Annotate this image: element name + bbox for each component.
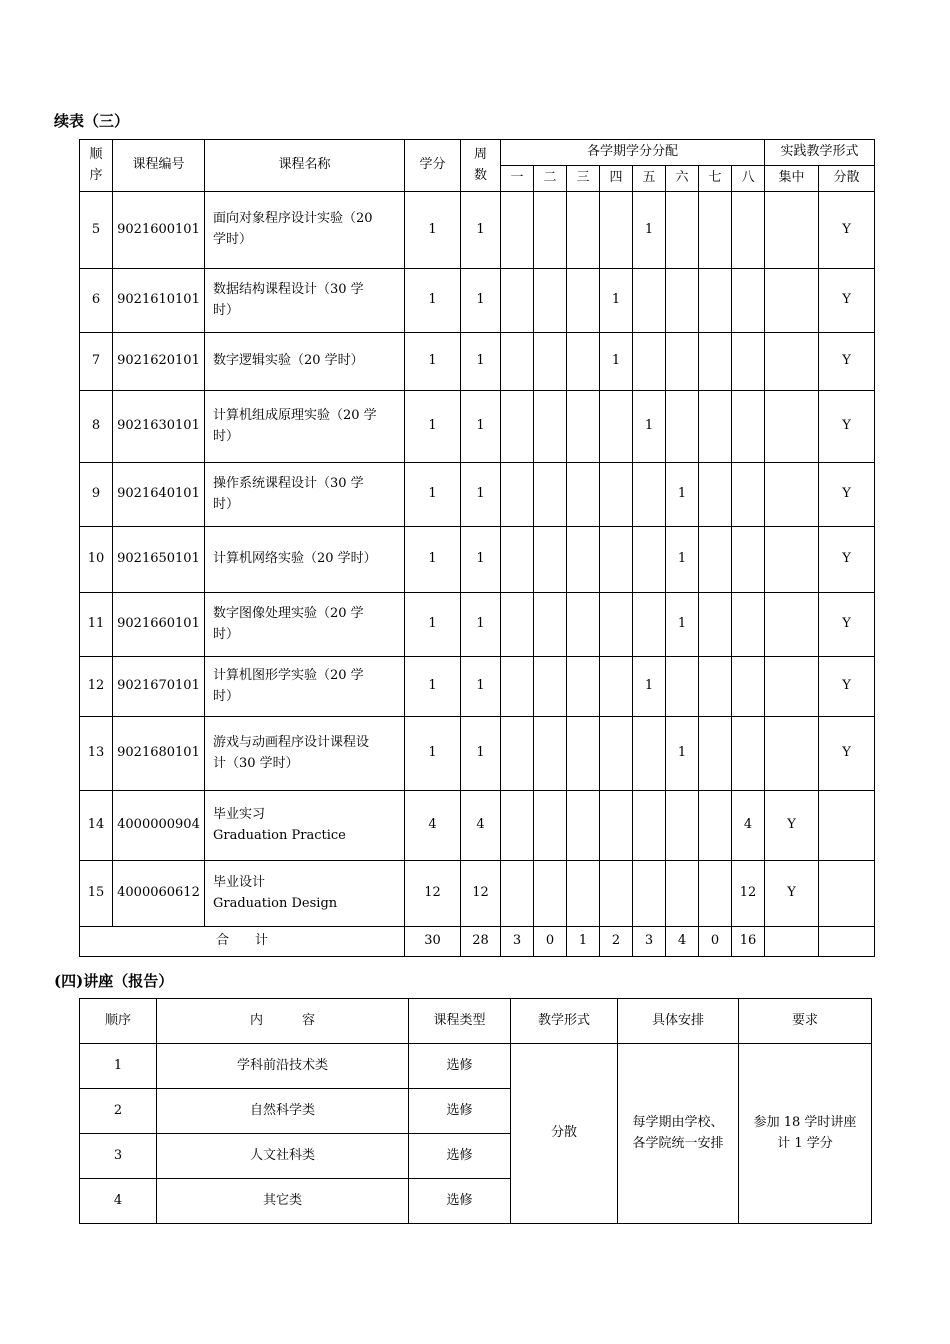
semester-credit <box>633 791 666 861</box>
semester-credit <box>567 269 600 333</box>
semester-credit <box>501 391 534 463</box>
course-weeks: 1 <box>461 717 501 791</box>
lecture-header-arrangement: 具体安排 <box>618 999 739 1044</box>
semester-credit <box>600 192 633 269</box>
course-credit: 1 <box>405 463 461 527</box>
course-seq: 13 <box>80 717 113 791</box>
semester-credit <box>501 269 534 333</box>
total-semester-credit: 0 <box>534 927 567 957</box>
semester-credit <box>666 192 699 269</box>
header-semester-8: 八 <box>732 166 765 192</box>
lecture-seq: 3 <box>80 1134 157 1179</box>
course-weeks: 1 <box>461 463 501 527</box>
semester-credit <box>732 391 765 463</box>
header-semester-3: 三 <box>567 166 600 192</box>
course-weeks: 1 <box>461 391 501 463</box>
semester-credit <box>600 463 633 527</box>
semester-credit <box>732 269 765 333</box>
header-semester-5: 五 <box>633 166 666 192</box>
lecture-header-requirement: 要求 <box>739 999 872 1044</box>
lecture-header-seq: 顺序 <box>80 999 157 1044</box>
total-label: 合 计 <box>80 927 405 957</box>
header-semester-2: 二 <box>534 166 567 192</box>
practice-focused: Y <box>765 791 819 861</box>
header-semester-7: 七 <box>699 166 732 192</box>
semester-credit <box>567 463 600 527</box>
semester-credit <box>501 593 534 657</box>
header-semester-6: 六 <box>666 166 699 192</box>
semester-credit <box>732 717 765 791</box>
semester-credit <box>534 657 567 717</box>
table-row <box>80 791 875 861</box>
practice-distributed: Y <box>819 657 875 717</box>
course-credit: 1 <box>405 269 461 333</box>
semester-credit <box>534 717 567 791</box>
header-code: 课程编号 <box>113 140 205 192</box>
lecture-content: 人文社科类 <box>157 1134 409 1179</box>
practice-distributed <box>819 861 875 927</box>
semester-credit: 1 <box>633 192 666 269</box>
semester-credit: 4 <box>732 791 765 861</box>
semester-credit: 1 <box>600 269 633 333</box>
header-focused: 集中 <box>765 166 819 192</box>
lecture-type: 选修 <box>409 1044 511 1089</box>
practice-focused <box>765 657 819 717</box>
table-row <box>80 717 875 791</box>
semester-credit <box>699 269 732 333</box>
semester-credit <box>567 333 600 391</box>
semester-credit <box>699 527 732 593</box>
practice-focused <box>765 593 819 657</box>
course-credit: 1 <box>405 527 461 593</box>
practice-focused <box>765 463 819 527</box>
semester-credit: 1 <box>666 593 699 657</box>
practice-focused <box>765 333 819 391</box>
semester-credit <box>732 333 765 391</box>
course-seq: 8 <box>80 391 113 463</box>
semester-credit <box>699 391 732 463</box>
semester-credit <box>600 593 633 657</box>
semester-credit <box>534 861 567 927</box>
course-weeks: 1 <box>461 527 501 593</box>
semester-credit <box>699 657 732 717</box>
semester-credit <box>633 269 666 333</box>
total-semester-credit: 3 <box>501 927 534 957</box>
semester-credit <box>666 391 699 463</box>
course-name: 数字图像处理实验（20 学 时） <box>205 593 405 657</box>
semester-credit <box>699 192 732 269</box>
course-code: 9021620101 <box>113 333 205 391</box>
semester-credit <box>600 717 633 791</box>
course-weeks: 1 <box>461 269 501 333</box>
practice-focused <box>765 527 819 593</box>
lecture-seq: 2 <box>80 1089 157 1134</box>
semester-credit <box>633 463 666 527</box>
semester-credit <box>666 269 699 333</box>
header-semester-group: 各学期学分分配 <box>501 140 765 166</box>
course-name: 计算机图形学实验（20 学 时） <box>205 657 405 717</box>
total-distributed <box>819 927 875 957</box>
practice-distributed: Y <box>819 717 875 791</box>
practice-focused <box>765 269 819 333</box>
practice-distributed: Y <box>819 333 875 391</box>
semester-credit <box>732 527 765 593</box>
semester-credit <box>534 527 567 593</box>
lecture-header-type: 课程类型 <box>409 999 511 1044</box>
course-name: 面向对象程序设计实验（20 学时） <box>205 192 405 269</box>
semester-credit <box>600 391 633 463</box>
semester-credit <box>699 717 732 791</box>
semester-credit <box>600 791 633 861</box>
practice-focused <box>765 391 819 463</box>
course-seq: 7 <box>80 333 113 391</box>
practice-distributed <box>819 791 875 861</box>
semester-credit <box>633 861 666 927</box>
table-row <box>80 657 875 717</box>
course-name: 毕业设计 Graduation Design <box>205 861 405 927</box>
course-name: 数字逻辑实验（20 学时） <box>205 333 405 391</box>
course-name: 操作系统课程设计（30 学 时） <box>205 463 405 527</box>
semester-credit <box>567 192 600 269</box>
lecture-type: 选修 <box>409 1179 511 1224</box>
semester-credit <box>633 717 666 791</box>
course-seq: 12 <box>80 657 113 717</box>
semester-credit <box>567 791 600 861</box>
semester-credit <box>534 269 567 333</box>
lecture-content: 学科前沿技术类 <box>157 1044 409 1089</box>
table-row <box>80 269 875 333</box>
lecture-content: 其它类 <box>157 1179 409 1224</box>
header-distributed: 分散 <box>819 166 875 192</box>
table-row <box>80 527 875 593</box>
curriculum-table <box>79 139 875 957</box>
semester-credit <box>501 527 534 593</box>
lecture-header-form: 教学形式 <box>511 999 618 1044</box>
semester-credit <box>567 861 600 927</box>
header-weeks: 周 数 <box>461 140 501 192</box>
course-code: 9021670101 <box>113 657 205 717</box>
semester-credit <box>534 391 567 463</box>
practice-distributed: Y <box>819 463 875 527</box>
table-row <box>80 391 875 463</box>
table-row <box>80 333 875 391</box>
semester-credit: 1 <box>666 463 699 527</box>
course-name: 游戏与动画程序设计课程设 计（30 学时） <box>205 717 405 791</box>
semester-credit <box>600 527 633 593</box>
header-name: 课程名称 <box>205 140 405 192</box>
semester-credit <box>732 463 765 527</box>
course-code: 9021610101 <box>113 269 205 333</box>
semester-credit <box>699 463 732 527</box>
total-semester-credit: 2 <box>600 927 633 957</box>
course-seq: 11 <box>80 593 113 657</box>
semester-credit <box>534 791 567 861</box>
semester-credit <box>600 861 633 927</box>
practice-distributed: Y <box>819 593 875 657</box>
semester-credit: 1 <box>633 391 666 463</box>
semester-credit <box>633 333 666 391</box>
course-weeks: 1 <box>461 192 501 269</box>
course-code: 9021650101 <box>113 527 205 593</box>
semester-credit <box>534 593 567 657</box>
semester-credit <box>501 333 534 391</box>
semester-credit <box>501 791 534 861</box>
course-code: 9021630101 <box>113 391 205 463</box>
total-weeks: 28 <box>461 927 501 957</box>
header-seq: 顺 序 <box>80 140 113 192</box>
semester-credit: 1 <box>666 717 699 791</box>
header-semester-4: 四 <box>600 166 633 192</box>
semester-credit: 1 <box>633 657 666 717</box>
semester-credit <box>732 593 765 657</box>
course-code: 9021680101 <box>113 717 205 791</box>
table-row <box>80 861 875 927</box>
semester-credit <box>567 717 600 791</box>
total-semester-credit: 16 <box>732 927 765 957</box>
course-seq: 10 <box>80 527 113 593</box>
course-credit: 1 <box>405 717 461 791</box>
lecture-type: 选修 <box>409 1089 511 1134</box>
semester-credit <box>633 527 666 593</box>
course-name: 数据结构课程设计（30 学 时） <box>205 269 405 333</box>
course-seq: 6 <box>80 269 113 333</box>
course-weeks: 12 <box>461 861 501 927</box>
practice-distributed: Y <box>819 391 875 463</box>
lecture-requirement: 参加 18 学时讲座 计 1 学分 <box>739 1044 872 1224</box>
course-credit: 1 <box>405 333 461 391</box>
course-credit: 1 <box>405 391 461 463</box>
lecture-seq: 4 <box>80 1179 157 1224</box>
course-name: 毕业实习 Graduation Practice <box>205 791 405 861</box>
practice-distributed: Y <box>819 269 875 333</box>
practice-distributed: Y <box>819 527 875 593</box>
semester-credit <box>699 593 732 657</box>
lecture-arrangement: 每学期由学校、 各学院统一安排 <box>618 1044 739 1224</box>
table4-title: (四)讲座（报告） <box>54 972 174 990</box>
table3-title: 续表（三） <box>54 112 130 130</box>
total-row <box>80 927 875 957</box>
semester-credit <box>666 861 699 927</box>
semester-credit: 1 <box>666 527 699 593</box>
semester-credit <box>501 657 534 717</box>
semester-credit <box>732 657 765 717</box>
semester-credit <box>501 192 534 269</box>
semester-credit: 1 <box>600 333 633 391</box>
total-focused <box>765 927 819 957</box>
semester-credit <box>534 463 567 527</box>
semester-credit <box>600 657 633 717</box>
semester-credit: 12 <box>732 861 765 927</box>
lecture-seq: 1 <box>80 1044 157 1089</box>
lecture-header-content: 内 容 <box>157 999 409 1044</box>
course-code: 9021640101 <box>113 463 205 527</box>
course-code: 9021660101 <box>113 593 205 657</box>
table-row <box>80 192 875 269</box>
course-name: 计算机网络实验（20 学时） <box>205 527 405 593</box>
semester-credit <box>666 333 699 391</box>
semester-credit <box>699 791 732 861</box>
course-seq: 9 <box>80 463 113 527</box>
course-weeks: 1 <box>461 593 501 657</box>
practice-distributed: Y <box>819 192 875 269</box>
practice-focused <box>765 192 819 269</box>
header-semester-1: 一 <box>501 166 534 192</box>
semester-credit <box>501 861 534 927</box>
semester-credit <box>732 192 765 269</box>
semester-credit <box>699 861 732 927</box>
semester-credit <box>666 791 699 861</box>
course-seq: 15 <box>80 861 113 927</box>
total-semester-credit: 4 <box>666 927 699 957</box>
course-credit: 1 <box>405 657 461 717</box>
semester-credit <box>501 717 534 791</box>
semester-credit <box>501 463 534 527</box>
practice-focused: Y <box>765 861 819 927</box>
total-semester-credit: 0 <box>699 927 732 957</box>
total-credit: 30 <box>405 927 461 957</box>
course-credit: 1 <box>405 192 461 269</box>
semester-credit <box>666 657 699 717</box>
total-semester-credit: 1 <box>567 927 600 957</box>
course-seq: 14 <box>80 791 113 861</box>
course-weeks: 1 <box>461 657 501 717</box>
semester-credit <box>567 391 600 463</box>
practice-focused <box>765 717 819 791</box>
header-credit: 学分 <box>405 140 461 192</box>
course-code: 4000000904 <box>113 791 205 861</box>
total-semester-credit: 3 <box>633 927 666 957</box>
course-credit: 12 <box>405 861 461 927</box>
course-weeks: 4 <box>461 791 501 861</box>
semester-credit <box>567 657 600 717</box>
course-code: 9021600101 <box>113 192 205 269</box>
semester-credit <box>534 333 567 391</box>
semester-credit <box>567 527 600 593</box>
semester-credit <box>567 593 600 657</box>
table-row <box>80 463 875 527</box>
lecture-content: 自然科学类 <box>157 1089 409 1134</box>
header-practice-group: 实践教学形式 <box>765 140 875 166</box>
course-code: 4000060612 <box>113 861 205 927</box>
table-row <box>80 593 875 657</box>
course-weeks: 1 <box>461 333 501 391</box>
semester-credit <box>534 192 567 269</box>
course-credit: 1 <box>405 593 461 657</box>
lecture-form: 分散 <box>511 1044 618 1224</box>
semester-credit <box>633 593 666 657</box>
course-name: 计算机组成原理实验（20 学 时） <box>205 391 405 463</box>
course-seq: 5 <box>80 192 113 269</box>
semester-credit <box>699 333 732 391</box>
course-credit: 4 <box>405 791 461 861</box>
lecture-table <box>79 998 872 1224</box>
lecture-type: 选修 <box>409 1134 511 1179</box>
